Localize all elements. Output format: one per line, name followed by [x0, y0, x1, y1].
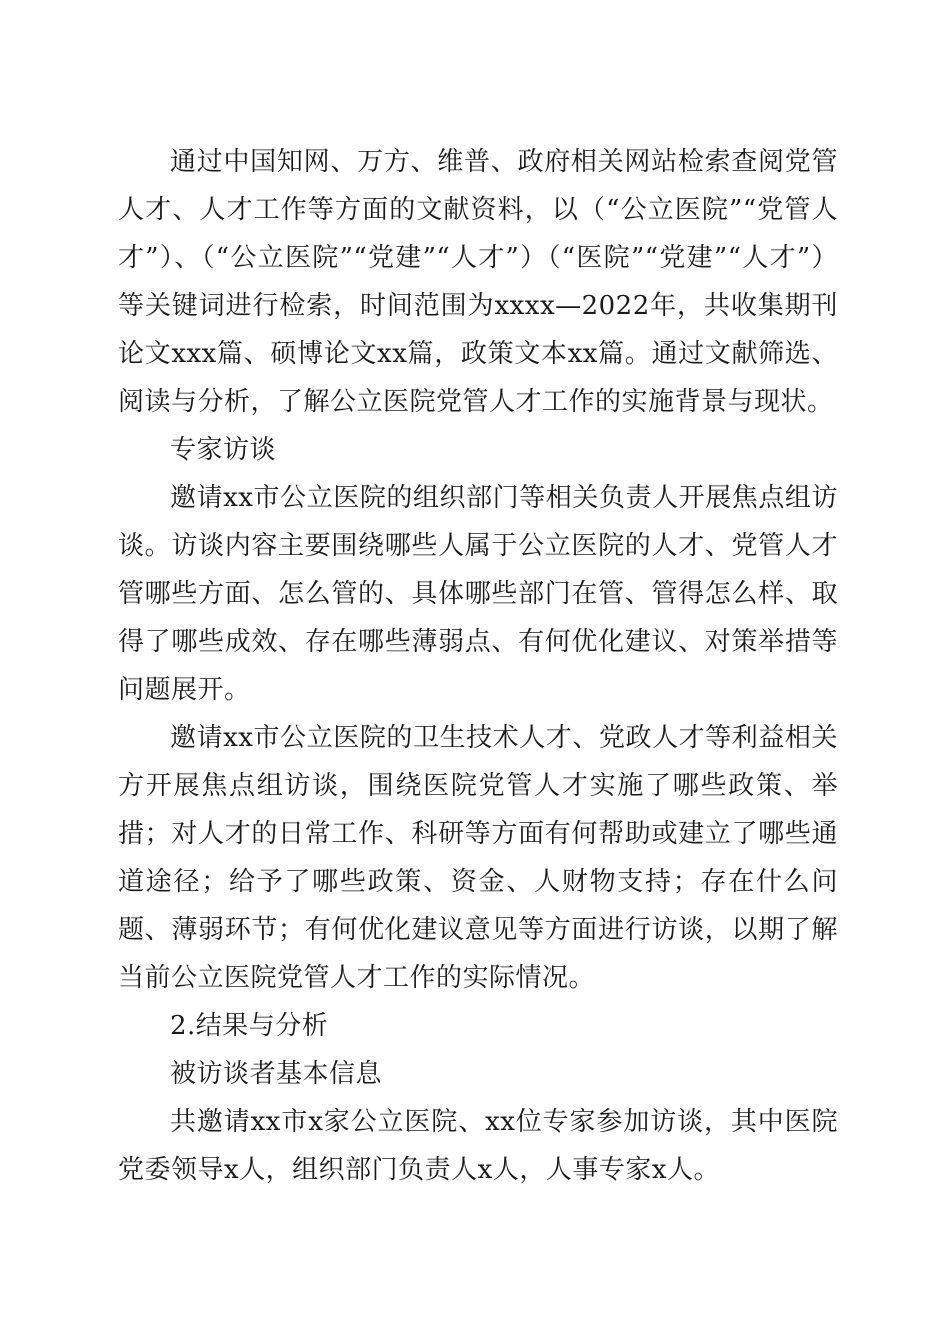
heading-interviewee-info: 被访谈者基本信息	[170, 1059, 383, 1089]
heading-expert-interview: 专家访谈	[170, 435, 277, 465]
heading-results-analysis: 2.结果与分析	[170, 1011, 329, 1041]
paragraph-interview-stakeholders: 邀请xx市公立医院的卫生技术人才、党政人才等利益相关方开展焦点组访谈，围绕医院党管人才实施了哪些政策、举措；对人才的日常工作、科研等方面有何帮助或建立了哪些通道途径；给予了哪些政策、资金、人财物支持；存在什么问题、薄弱环节；有何优化建议意见等方面进行访谈，以期了解当前公立医院党管人才工作的实际情况。	[118, 723, 838, 993]
paragraph-interviewee-info: 共邀请xx市x家公立医院、xx位专家参加访谈，其中医院党委领导x人，组织部门负责人x人，人事专家x人。	[118, 1107, 838, 1185]
paragraph-interview-organization: 邀请xx市公立医院的组织部门等相关负责人开展焦点组访谈。访谈内容主要围绕哪些人属于公立医院的人才、党管人才管哪些方面、怎么管的、具体哪些部门在管、管得怎么样、取得了哪些成效、存在哪些薄弱点、有何优化建议、对策举措等问题展开。	[118, 483, 838, 705]
paragraph-literature-review: 通过中国知网、万方、维普、政府相关网站检索查阅党管人才、人才工作等方面的文献资料，以（“公立医院”“党管人才”）、（“公立医院”“党建”“人才”）（“医院”“党建”“人才”）等关键词进行检索，时间范围为xxxx—2022年，共收集期刊论文xxx篇、硕博论文xx篇，政策文本xx篇。通过文献筛选、阅读与分析，了解公立医院党管人才工作的实施背景与现状。	[118, 147, 838, 417]
document-body	[118, 138, 838, 1194]
